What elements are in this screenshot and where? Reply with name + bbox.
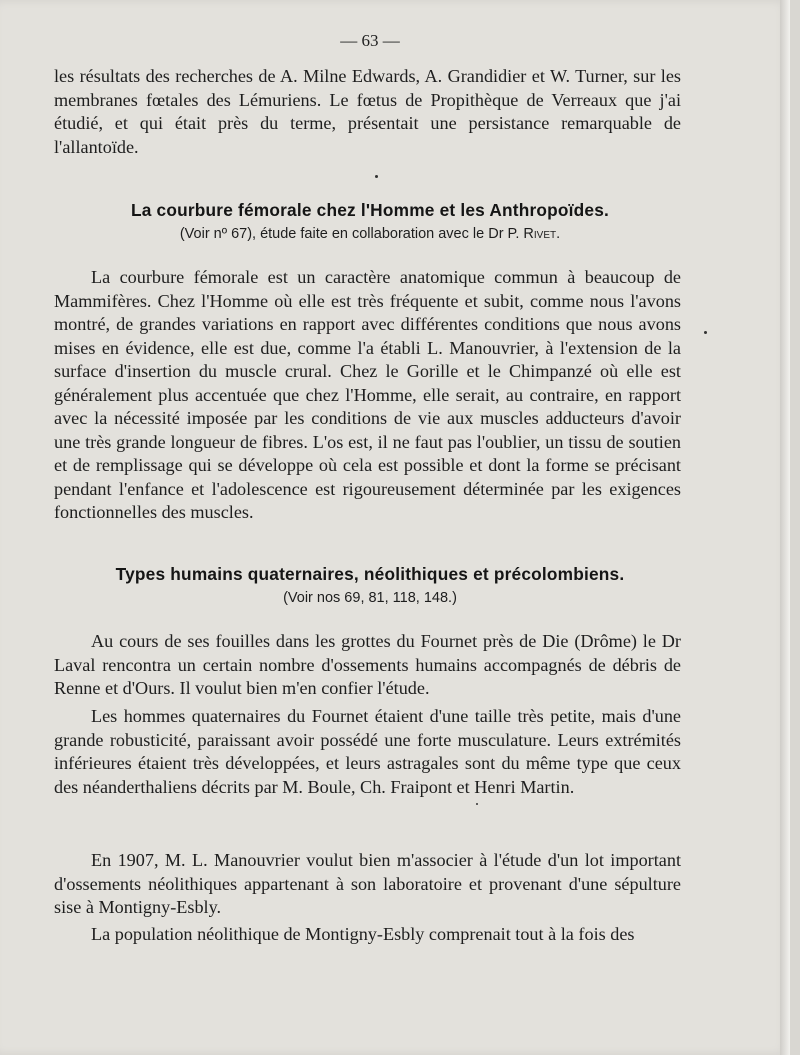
section-reference-courbure [40,226,700,242]
ink-speck [375,175,378,178]
ink-speck [476,803,478,805]
page-edge [780,0,790,1055]
ink-speck [704,331,707,334]
section-reference-types-humains: (Voir nos 69, 81, 118, 148.) [283,590,457,606]
paragraph-fournet-intro: Au cours de ses fouilles dans les grottes du Fournet près de Die (Drôme) le Dr Laval rencontra un certain nombre d'ossements humains accompagnés de débris de Renne et d'Ours. Il voulut bien m'en confier l'étude. [54,631,681,698]
paragraph-montigny-intro: En 1907, M. L. Manouvrier voulut bien m'associer à l'étude d'un lot important d'ossements néolithiques appartenant à son laboratoire et provenant d'une sépulture sise à Montigny-Esbly. [54,850,681,917]
paragraph-fournet-description: Les hommes quaternaires du Fournet étaient d'une taille très petite, mais d'une grande robusticité, paraissant avoir possédé une forte musculature. Leurs extrémités inférieures étaient très développées, et leurs astragales sont du même type que ceux des néanderthaliens décrits par M. Boule, Ch. Fraipont et Henri Martin. [54,706,681,797]
section-title-courbure: La courbure fémorale chez l'Homme et les Anthropoïdes. [130,200,610,220]
paragraph-montigny-population: La population néolithique de Montigny-Esbly comprenait tout à la fois des [91,924,635,944]
intro-paragraph: les résultats des recherches de A. Milne Edwards, A. Grandidier et W. Turner, sur les membranes fœtales des Lémuriens. Le fœtus de Propithèque de Verreaux que j'ai étudié, et qui était près du terme, présentait une persistance remarquable de l'allantoïde. [54,66,681,157]
reference-prefix: (Voir nº 67), étude faite en collaboration avec le Dr P. [179,226,520,242]
reference-author: Rivet. [523,226,561,242]
paragraph-courbure: La courbure fémorale est un caractère anatomique commun à beaucoup de Mammifères. Chez l'Homme où elle est très fréquente et subit, comme nous l'avons montré, de grandes variations en rapport avec différentes conditions que nous avons mises en évidence, elle est due, comme l'a établi L. Manouvrier, à l'extension de la surface d'insertion du muscle crural. Chez le Gorille et le Chimpanzé où elle est généralement plus accentuée que chez l'Homme, elle serait, au contraire, en rapport avec la nécessité imposée par les conditions de vie aux muscles adducteurs d'avoir une très grande longueur de fibres. L'os est, il ne faut pas l'oublier, un tissu de soutien et de remplissage qui se développe où cela est possible et dont la forme se précisant pendant l'enfance et l'adolescence est rigoureusement déterminée par les exigences fonctionnelles des muscles. [54,267,681,522]
section-title-types-humains: Types humains quaternaires, néolithiques et précolombiens. [115,564,625,584]
page-number: — 63 — [340,31,400,50]
